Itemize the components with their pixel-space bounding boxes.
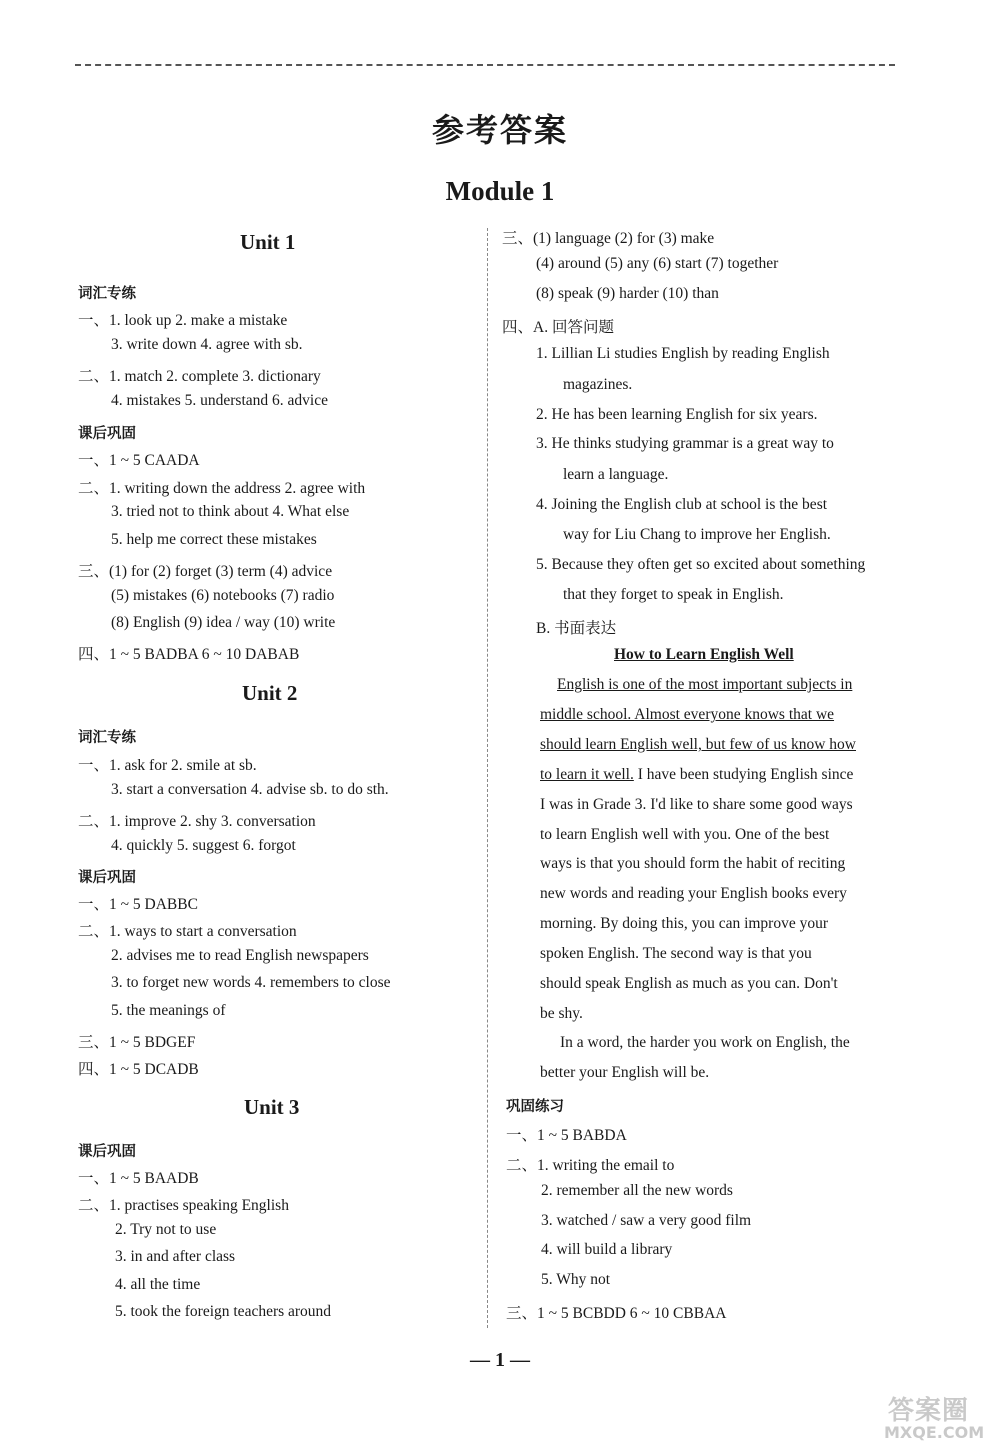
answer-line: 3. watched / saw a very good film — [541, 1212, 752, 1229]
essay-line: new words and reading your English books every — [540, 885, 847, 902]
essay-line: to learn English well with you. One of the best — [540, 826, 830, 843]
unit2-vocab-heading: 词汇专练 — [78, 730, 136, 746]
watermark-logo — [880, 1390, 992, 1446]
answer-line: 四、1 ~ 5 DCADB — [78, 1061, 199, 1078]
answer-line: 2. advises me to read English newspapers — [111, 947, 369, 964]
answer-line: 5. the meanings of — [111, 1002, 226, 1019]
answer-line: 一、1 ~ 5 BABDA — [506, 1127, 627, 1144]
essay-line: morning. By doing this, you can improve your — [540, 915, 829, 932]
answer-line: 2. He has been learning English for six years. — [536, 406, 818, 423]
answer-line: 三、(1) language (2) for (3) make — [502, 230, 715, 247]
essay-line: spoken English. The second way is that you — [540, 945, 812, 962]
answer-line: that they forget to speak in English. — [563, 586, 784, 603]
answer-line: 3. in and after class — [115, 1248, 236, 1265]
answer-line: 二、1. ways to start a conversation — [78, 923, 297, 940]
answer-line: 二、1. match 2. complete 3. dictionary — [78, 368, 321, 385]
answer-line: 一、1 ~ 5 BAADB — [78, 1170, 199, 1187]
essay-title: How to Learn English Well — [614, 646, 794, 663]
essay-line: should speak English as much as you can. Don't — [540, 975, 838, 992]
watermark-text-bottom: MXQE.COM — [884, 1423, 985, 1442]
unit3-heading: Unit 3 — [244, 1095, 300, 1119]
answer-line: 一、1. look up 2. make a mistake — [78, 312, 288, 329]
watermark-text-top: 答案圈 — [888, 1396, 970, 1426]
answer-line: 5. Because they often get so excited about something — [536, 556, 866, 573]
module-heading: Module 1 — [445, 176, 555, 206]
essay-line: better your English will be. — [540, 1064, 710, 1081]
answer-line: 二、1. writing down the address 2. agree with — [78, 480, 366, 497]
answer-line: 1. Lillian Li studies English by reading English — [536, 345, 830, 362]
answer-line: 4. quickly 5. suggest 6. forgot — [111, 837, 296, 854]
answer-line: 3. start a conversation 4. advise sb. to do sth. — [111, 781, 389, 798]
essay-line: In a word, the harder you work on English, the — [560, 1034, 850, 1051]
essay-line: ways is that you should form the habit of reciting — [540, 855, 846, 872]
answer-line: 4. Joining the English club at school is the best — [536, 496, 828, 513]
section-heading: B. 书面表达 — [536, 620, 617, 637]
essay-line: should learn English well, but few of us know how — [540, 736, 856, 753]
answer-line: 二、1. writing the email to — [506, 1157, 675, 1174]
essay-line — [540, 766, 853, 784]
answer-line: 5. Why not — [541, 1271, 611, 1288]
page-number: — 1 — — [470, 1349, 530, 1371]
answer-line: 二、1. improve 2. shy 3. conversation — [78, 813, 316, 830]
unit3-consolidation-heading: 课后巩固 — [78, 1144, 136, 1160]
answer-line: (5) mistakes (6) notebooks (7) radio — [111, 587, 335, 604]
essay-underlined-fragment: to learn it well. — [540, 766, 634, 783]
answer-line: 一、1 ~ 5 CAADA — [78, 452, 200, 469]
page-title: 参考答案 — [431, 111, 568, 149]
answer-line: 三、1 ~ 5 BDGEF — [78, 1034, 196, 1051]
answer-line: learn a language. — [563, 466, 669, 483]
answer-line: 3. tried not to think about 4. What else — [111, 503, 350, 520]
unit2-heading: Unit 2 — [242, 681, 298, 705]
answer-line: 三、(1) for (2) forget (3) term (4) advice — [78, 563, 333, 580]
essay-line: English is one of the most important subjects in — [557, 676, 853, 693]
answer-line: way for Liu Chang to improve her English. — [563, 526, 831, 543]
essay-fragment: I have been studying English since — [633, 766, 854, 783]
essay-line: be shy. — [540, 1005, 583, 1022]
answer-line: 5. help me correct these mistakes — [111, 531, 317, 548]
answer-line: 4. all the time — [115, 1276, 201, 1293]
answer-line: (4) around (5) any (6) start (7) together — [536, 255, 779, 272]
answer-line: 4. mistakes 5. understand 6. advice — [111, 392, 328, 409]
top-dashed-rule — [75, 64, 895, 66]
answer-line: 一、1. ask for 2. smile at sb. — [78, 757, 257, 774]
answer-line: (8) speak (9) harder (10) than — [536, 285, 719, 302]
essay-line: I was in Grade 3. I'd like to share some good ways — [540, 796, 853, 813]
answer-line: magazines. — [563, 376, 633, 393]
answer-line: 一、1 ~ 5 DABBC — [78, 896, 198, 913]
unit1-vocab-heading: 词汇专练 — [78, 286, 136, 302]
column-divider — [487, 228, 488, 1328]
answer-line: 3. to forget new words 4. remembers to close — [111, 974, 391, 991]
answer-line: 四、1 ~ 5 BADBA 6 ~ 10 DABAB — [78, 646, 300, 663]
answer-line: 2. remember all the new words — [541, 1182, 733, 1199]
unit1-heading: Unit 1 — [240, 230, 296, 254]
section-heading: 四、A. 回答问题 — [502, 319, 614, 336]
unit2-consolidation-heading: 课后巩固 — [78, 870, 136, 886]
answer-line: 4. will build a library — [541, 1241, 673, 1258]
answer-line: 2. Try not to use — [115, 1221, 217, 1238]
answer-line: 三、1 ~ 5 BCBDD 6 ~ 10 CBBAA — [506, 1305, 727, 1322]
answer-line: 二、1. practises speaking English — [78, 1197, 289, 1214]
answer-line: (8) English (9) idea / way (10) write — [111, 614, 336, 631]
practice-heading: 巩固练习 — [506, 1099, 564, 1115]
answer-line: 5. took the foreign teachers around — [115, 1303, 332, 1320]
answer-line: 3. He thinks studying grammar is a great way to — [536, 435, 834, 452]
essay-line: middle school. Almost everyone knows that we — [540, 706, 835, 723]
answer-line: 3. write down 4. agree with sb. — [111, 336, 303, 353]
unit1-consolidation-heading: 课后巩固 — [78, 426, 136, 442]
